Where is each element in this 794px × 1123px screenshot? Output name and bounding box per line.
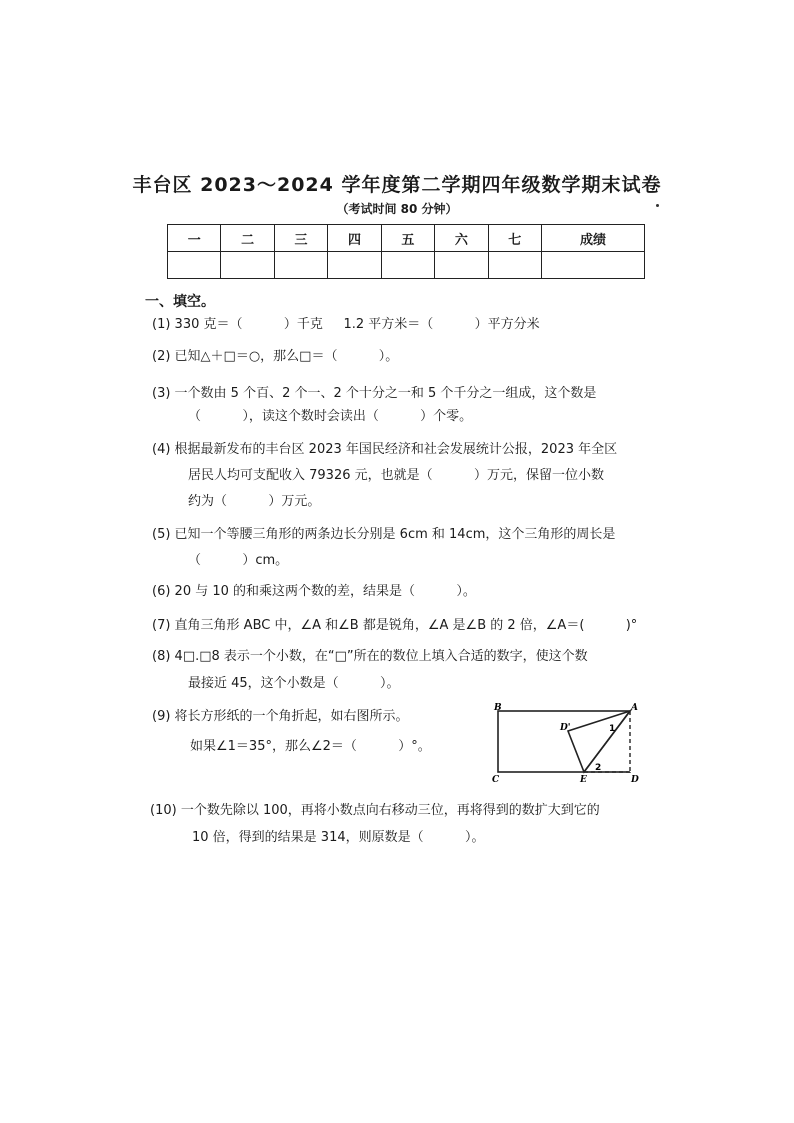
question-6: (6) 20 与 10 的和乘这两个数的差，结果是（ ）。	[152, 584, 476, 599]
exam-subtitle: （考试时间 80 分钟）	[336, 202, 458, 216]
question-2: (2) 已知△＋□＝○，那么□＝（ ）。	[152, 349, 399, 364]
exam-title: 丰台区 2023～2024 学年度第二学期四年级数学期末试卷	[132, 174, 662, 196]
label-C: C	[492, 775, 500, 785]
label-D-prime: D'	[560, 723, 571, 733]
folded-rectangle-figure	[488, 700, 638, 790]
question-4-line-1: (4) 根据最新发布的丰台区 2023 年国民经济和社会发展统计公报，2023 年全区	[152, 442, 618, 457]
question-5-line-2: （ ）cm。	[188, 553, 289, 568]
score-table-header-row	[168, 225, 645, 252]
question-3-line-1: (3) 一个数由 5 个百、2 个一、2 个十分之一和 5 个千分之一组成，这个数是	[152, 386, 597, 401]
section-heading: 一、填空。	[145, 294, 215, 310]
score-blank-cell[interactable]	[168, 252, 221, 279]
score-blank-cell[interactable]	[274, 252, 327, 279]
question-9-line-1: (9) 将长方形纸的一个角折起，如右图所示。	[152, 709, 409, 724]
question-10-line-1: (10) 一个数先除以 100，再将小数点向右移动三位，再将得到的数扩大到它的	[150, 803, 600, 818]
label-D: D	[631, 775, 639, 785]
question-4-line-2: 居民人均可支配收入 79326 元，也就是（ ）万元，保留一位小数	[188, 468, 604, 483]
question-10-line-2: 10 倍，得到的结果是 314，则原数是（ ）。	[192, 830, 485, 845]
score-header-cell: 三	[274, 225, 327, 252]
score-blank-cell[interactable]	[328, 252, 381, 279]
label-A: A	[631, 703, 638, 713]
label-B: B	[494, 703, 502, 713]
score-header-cell: 六	[435, 225, 488, 252]
speck	[656, 204, 659, 207]
score-header-cell: 一	[168, 225, 221, 252]
score-header-cell: 二	[221, 225, 274, 252]
fold-line-AE	[584, 711, 630, 772]
question-1: (1) 330 克＝（ ）千克 1.2 平方米＝（ ）平方分米	[152, 317, 540, 332]
score-header-cell: 五	[381, 225, 434, 252]
score-header-cell: 七	[488, 225, 541, 252]
score-table-blank-row	[168, 252, 645, 279]
score-header-cell: 四	[328, 225, 381, 252]
question-8-line-2: 最接近 45，这个小数是（ ）。	[188, 676, 400, 691]
question-4-line-3: 约为（ ）万元。	[188, 494, 321, 509]
question-7: (7) 直角三角形 ABC 中，∠A 和∠B 都是锐角，∠A 是∠B 的 2 倍，∠A＝( )°	[152, 618, 638, 633]
rectangle-outline	[498, 711, 630, 772]
question-5-line-1: (5) 已知一个等腰三角形的两条边长分别是 6cm 和 14cm，这个三角形的周长是	[152, 527, 616, 542]
score-blank-cell[interactable]	[488, 252, 541, 279]
score-table	[167, 224, 645, 279]
question-9-line-2: 如果∠1＝35°，那么∠2＝（ ）°。	[190, 739, 431, 754]
score-blank-cell[interactable]	[381, 252, 434, 279]
score-header-cell: 成绩	[541, 225, 644, 252]
label-E: E	[580, 775, 587, 785]
angle-1-label: 1	[609, 724, 616, 734]
question-8-line-1: (8) 4□.□8 表示一个小数，在“□”所在的数位上填入合适的数字，使这个数	[152, 649, 588, 664]
score-blank-cell[interactable]	[435, 252, 488, 279]
score-blank-cell[interactable]	[221, 252, 274, 279]
angle-2-label: 2	[595, 763, 602, 773]
question-3-line-2: （ ），读这个数时会读出（ ）个零。	[188, 409, 473, 424]
score-blank-cell[interactable]	[541, 252, 644, 279]
